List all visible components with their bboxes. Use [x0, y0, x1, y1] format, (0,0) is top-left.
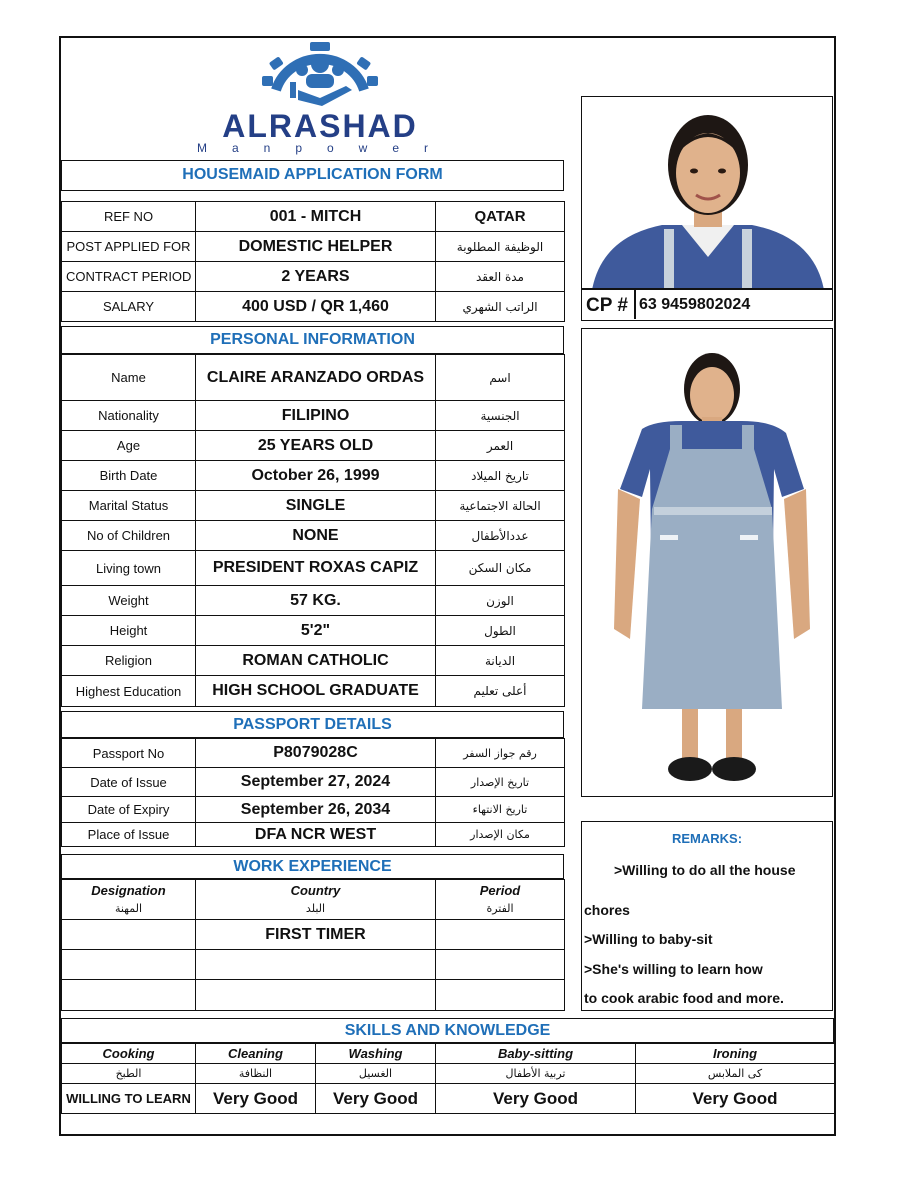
work-cell	[62, 980, 196, 1011]
post-label: POST APPLIED FOR	[62, 232, 196, 262]
post-arabic: الوظيفة المطلوبة	[436, 232, 565, 262]
contact-value: 63 9459802024	[639, 296, 751, 313]
skill-cooking-arabic: الطبخ	[62, 1064, 196, 1084]
brand-name: ALRASHAD	[222, 108, 418, 144]
company-logo	[170, 42, 470, 154]
form-title-box	[61, 160, 564, 191]
skill-washing-arabic: الغسيل	[316, 1064, 436, 1084]
table-row	[62, 551, 565, 586]
salary-arabic: الراتب الشهري	[436, 292, 565, 322]
table-row	[62, 1084, 835, 1114]
work-table	[61, 879, 565, 1011]
skills-table	[61, 1043, 835, 1114]
remarks-box	[581, 821, 833, 1011]
passport-table	[61, 738, 565, 847]
skill-cooking-header: Cooking	[62, 1044, 196, 1064]
contact-divider	[634, 290, 636, 319]
religion-label: Religion	[62, 646, 196, 676]
birth-date-label: Birth Date	[62, 461, 196, 491]
skills-title: SKILLS AND KNOWLEDGE	[344, 1022, 551, 1039]
personal-title: PERSONAL INFORMATION	[210, 331, 415, 348]
weight-label: Weight	[62, 586, 196, 616]
table-row	[62, 1044, 835, 1064]
work-cell	[196, 980, 436, 1011]
contract-value: 2 YEARS	[196, 262, 436, 292]
expiry-date-value: September 26, 2034	[196, 797, 436, 823]
children-label: No of Children	[62, 521, 196, 551]
table-row	[62, 676, 565, 707]
skill-cleaning-arabic: النظافة	[196, 1064, 316, 1084]
brand-tagline: Manpower	[196, 141, 454, 155]
table-row	[62, 431, 565, 461]
passport-title-box	[61, 711, 564, 738]
remark-line: chores	[584, 902, 630, 918]
table-row	[62, 980, 565, 1011]
salary-label: SALARY	[62, 292, 196, 322]
expiry-date-label: Date of Expiry	[62, 797, 196, 823]
table-row	[62, 950, 565, 980]
table-row	[62, 401, 565, 431]
table-row	[62, 232, 565, 262]
children-value: NONE	[196, 521, 436, 551]
skill-ironing-arabic: کی الملابس	[636, 1064, 835, 1084]
remark-line: >Willing to do all the house	[614, 862, 796, 878]
weight-arabic: الوزن	[436, 586, 565, 616]
height-label: Height	[62, 616, 196, 646]
gear-people-icon	[262, 42, 378, 106]
work-cell	[436, 950, 565, 980]
education-arabic: أعلى تعليم	[436, 676, 565, 707]
children-arabic: عددالأطفال	[436, 521, 565, 551]
issue-date-value: September 27, 2024	[196, 768, 436, 797]
period-header-en: Period	[479, 882, 521, 898]
remark-line: >Willing to baby-sit	[584, 931, 713, 947]
table-row	[62, 355, 565, 401]
passport-title: PASSPORT DETAILS	[233, 716, 392, 733]
marital-status-arabic: الحالة الاجتماعية	[436, 491, 565, 521]
skill-cleaning-header: Cleaning	[196, 1044, 316, 1064]
skills-title-box	[61, 1018, 834, 1043]
full-body-photo	[581, 328, 833, 797]
skill-washing-header: Washing	[316, 1044, 436, 1064]
remark-line: to cook arabic food and more.	[584, 990, 784, 1006]
work-cell	[62, 950, 196, 980]
place-of-issue-value: DFA NCR WEST	[196, 823, 436, 847]
remarks-title: REMARKS:	[671, 831, 743, 846]
work-cell	[62, 920, 196, 950]
birth-date-arabic: تاريخ الميلاد	[436, 461, 565, 491]
place-of-issue-arabic: مكان الإصدار	[436, 823, 565, 847]
work-cell	[436, 980, 565, 1011]
table-row	[62, 586, 565, 616]
passport-no-arabic: رقم جواز السفر	[436, 739, 565, 768]
height-value: 5'2"	[196, 616, 436, 646]
skill-babysitting-arabic: تربية الأطفال	[436, 1064, 636, 1084]
name-arabic: اسم	[436, 355, 565, 401]
ref-value: 001 - MITCH	[196, 202, 436, 232]
form-title: HOUSEMAID APPLICATION FORM	[182, 166, 443, 183]
skill-washing-level: Very Good	[316, 1084, 436, 1114]
skill-cleaning-level: Very Good	[196, 1084, 316, 1114]
table-row	[62, 739, 565, 768]
work-title-box	[61, 854, 564, 879]
table-row	[62, 768, 565, 797]
nationality-arabic: الجنسية	[436, 401, 565, 431]
table-row	[62, 920, 565, 950]
table-row	[62, 262, 565, 292]
work-title: WORK EXPERIENCE	[233, 858, 392, 875]
table-row	[62, 202, 565, 232]
birth-date-value: October 26, 1999	[196, 461, 436, 491]
age-value: 25 YEARS OLD	[196, 431, 436, 461]
issue-date-label: Date of Issue	[62, 768, 196, 797]
contract-arabic: مدة العقد	[436, 262, 565, 292]
weight-value: 57 KG.	[196, 586, 436, 616]
age-arabic: العمر	[436, 431, 565, 461]
remark-line: >She's willing to learn how	[584, 961, 763, 977]
table-row	[62, 646, 565, 676]
passport-no-label: Passport No	[62, 739, 196, 768]
table-row	[62, 797, 565, 823]
table-row	[62, 616, 565, 646]
skill-ironing-header: Ironing	[636, 1044, 835, 1064]
designation-header	[62, 880, 196, 920]
destination-country: QATAR	[436, 202, 565, 232]
contact-label: CP #	[586, 295, 628, 316]
personal-title-box	[61, 326, 564, 354]
work-entry: FIRST TIMER	[196, 920, 436, 950]
country-header	[196, 880, 436, 920]
table-row	[62, 1064, 835, 1084]
job-table	[61, 201, 565, 322]
skill-cooking-level: WILLING TO LEARN	[62, 1084, 196, 1114]
table-row	[62, 521, 565, 551]
height-arabic: الطول	[436, 616, 565, 646]
nationality-value: FILIPINO	[196, 401, 436, 431]
country-header-en: Country	[290, 882, 341, 898]
living-town-label: Living town	[62, 551, 196, 586]
place-of-issue-label: Place of Issue	[62, 823, 196, 847]
table-row	[62, 823, 565, 847]
name-label: Name	[62, 355, 196, 401]
table-row	[62, 880, 565, 920]
designation-header-en: Designation	[91, 882, 166, 898]
issue-date-arabic: تاريخ الإصدار	[436, 768, 565, 797]
period-header-ar: الفترة	[486, 901, 514, 915]
work-cell	[436, 920, 565, 950]
ref-label: REF NO	[62, 202, 196, 232]
nationality-label: Nationality	[62, 401, 196, 431]
living-town-arabic: مكان السكن	[436, 551, 565, 586]
skill-ironing-level: Very Good	[636, 1084, 835, 1114]
table-row	[62, 292, 565, 322]
headshot-photo	[581, 96, 833, 289]
period-header	[436, 880, 565, 920]
religion-value: ROMAN CATHOLIC	[196, 646, 436, 676]
work-cell	[196, 950, 436, 980]
contact-box	[581, 289, 833, 321]
religion-arabic: الديانة	[436, 646, 565, 676]
education-label: Highest Education	[62, 676, 196, 707]
designation-header-ar: المهنة	[114, 901, 143, 915]
passport-no-value: P8079028C	[196, 739, 436, 768]
personal-table	[61, 354, 565, 707]
age-label: Age	[62, 431, 196, 461]
living-town-value: PRESIDENT ROXAS CAPIZ	[196, 551, 436, 586]
marital-status-value: SINGLE	[196, 491, 436, 521]
post-value: DOMESTIC HELPER	[196, 232, 436, 262]
education-value: HIGH SCHOOL GRADUATE	[196, 676, 436, 707]
country-header-ar: البلد	[305, 901, 326, 915]
marital-status-label: Marital Status	[62, 491, 196, 521]
table-row	[62, 461, 565, 491]
name-value: CLAIRE ARANZADO ORDAS	[196, 355, 436, 401]
salary-value: 400 USD / QR 1,460	[196, 292, 436, 322]
expiry-date-arabic: تاريخ الانتهاء	[436, 797, 565, 823]
contract-label: CONTRACT PERIOD	[62, 262, 196, 292]
table-row	[62, 491, 565, 521]
skill-babysitting-header: Baby-sitting	[436, 1044, 636, 1064]
skill-babysitting-level: Very Good	[436, 1084, 636, 1114]
